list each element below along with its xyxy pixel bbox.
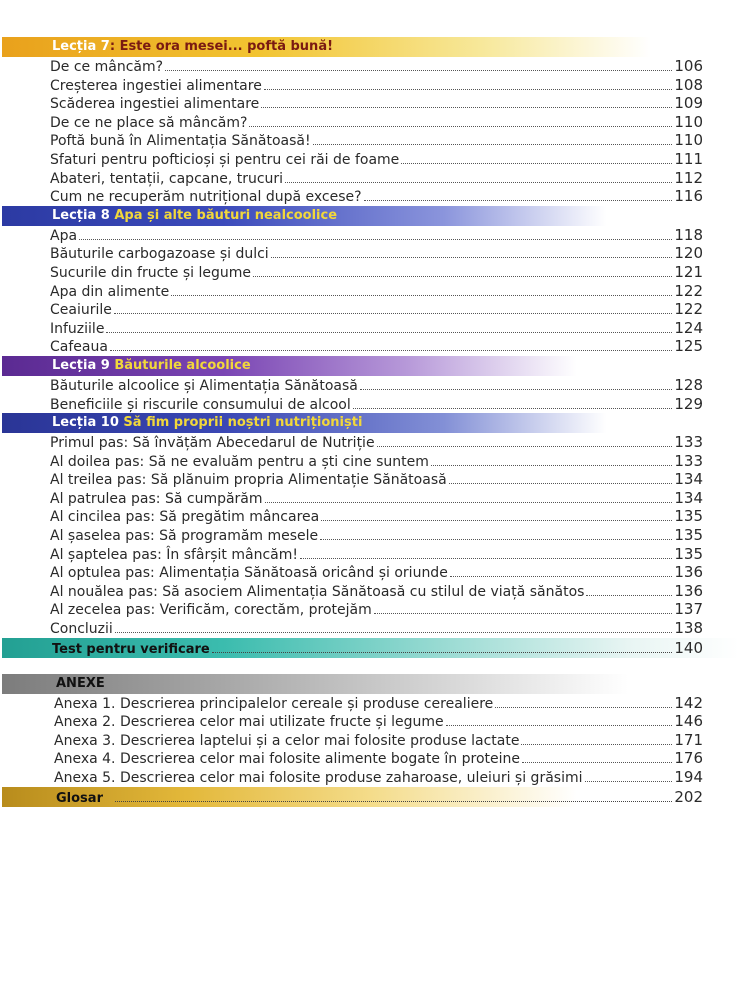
entry-title: Al nouălea pas: Să asociem Alimentația Sănătoasă cu stilul de viață sănătos [50, 583, 585, 600]
lesson-header [2, 413, 739, 433]
entry-title: Beneficiile și riscurile consumului de alcool [50, 396, 351, 413]
toc-entry[interactable] [0, 376, 739, 395]
toc-entry[interactable] [0, 226, 739, 245]
dot-leader [261, 95, 672, 108]
entry-title: Al șaptelea pas: În sfârșit mâncăm! [50, 546, 298, 563]
dot-leader [313, 132, 673, 145]
toc-entry[interactable] [0, 131, 739, 150]
entry-title: Al treilea pas: Să plănuim propria Alimentație Sănătoasă [50, 472, 447, 489]
entry-page-number: 194 [674, 768, 703, 786]
toc-entry[interactable] [0, 452, 739, 471]
entry-page-number: 109 [674, 94, 703, 113]
dot-leader [450, 564, 673, 577]
toc-entry[interactable] [0, 563, 739, 582]
dot-leader [431, 453, 672, 466]
test-header [2, 638, 739, 658]
entry-page-number: 135 [674, 526, 703, 545]
entry-title: De ce mâncăm? [50, 59, 164, 75]
entry-page-number: 108 [674, 75, 703, 94]
toc-entry[interactable] [0, 694, 739, 713]
toc-entry[interactable] [0, 600, 739, 619]
entry-page-number: 134 [674, 488, 703, 507]
toc-entry[interactable] [0, 187, 739, 206]
dot-leader [271, 245, 673, 258]
dot-leader [79, 227, 672, 240]
glossary-header [2, 787, 739, 807]
entry-page-number: 176 [674, 749, 703, 768]
entry-page-number: 129 [674, 394, 703, 413]
toc-entry[interactable] [0, 619, 739, 638]
table-of-contents [0, 37, 739, 807]
entry-page-number: 133 [674, 451, 703, 470]
dot-leader [212, 640, 673, 653]
dot-leader [374, 601, 673, 614]
entry-title: Sfaturi pentru pofticioși și pentru cei răi de foame [50, 151, 400, 168]
dot-leader [353, 396, 673, 409]
dot-leader [321, 508, 672, 521]
entry-title: Al șaselea pas: Să programăm mesele [50, 528, 319, 545]
glossary-page: 202 [674, 787, 703, 806]
toc-entry[interactable] [0, 489, 739, 508]
entry-page-number: 106 [674, 57, 703, 75]
toc-entry[interactable] [0, 300, 739, 319]
toc-entry[interactable] [0, 749, 739, 768]
dot-leader [446, 713, 673, 726]
entry-page-number: 111 [674, 149, 703, 168]
entry-page-number: 110 [674, 131, 703, 150]
entry-page-number: 136 [674, 581, 703, 600]
lesson-separator: : [109, 39, 116, 54]
dot-leader [586, 583, 672, 596]
toc-entry[interactable] [0, 768, 739, 787]
entry-title: Anexa 5. Descrierea celor mai folosite produse zaharoase, uleiuri și grăsimi [54, 770, 583, 786]
entry-title: Infuziile [50, 320, 105, 337]
toc-entry[interactable] [0, 282, 739, 301]
lesson-title: Să fim proprii noștri nutriționiști [123, 415, 363, 431]
dot-leader [249, 114, 672, 127]
dot-leader [115, 620, 673, 633]
entry-title: Al zecelea pas: Verificăm, corectăm, protejăm [50, 602, 372, 619]
entry-page-number: 120 [674, 244, 703, 263]
toc-entry[interactable] [0, 433, 739, 452]
entry-title: Cum ne recuperăm nutrițional după excese? [50, 189, 362, 206]
toc-entry[interactable] [0, 76, 739, 95]
entry-title: Scăderea ingestiei alimentare [50, 96, 260, 113]
dot-leader [115, 789, 672, 802]
entry-title: Apa [50, 227, 78, 244]
toc-entry[interactable] [0, 395, 739, 414]
entry-page-number: 118 [674, 225, 703, 244]
toc-entry[interactable] [0, 470, 739, 489]
toc-entry[interactable] [0, 113, 739, 132]
test-page: 140 [674, 638, 703, 657]
entry-title: Cafeaua [50, 339, 108, 356]
toc-entry[interactable] [0, 712, 739, 731]
dot-leader [264, 77, 673, 90]
entry-title: Creșterea ingestiei alimentare [50, 77, 262, 94]
toc-entry[interactable] [0, 731, 739, 750]
toc-entry[interactable] [0, 150, 739, 169]
dot-leader [320, 527, 672, 540]
lesson-label: Lecția 8 [52, 207, 110, 223]
dot-leader [585, 769, 673, 782]
lesson-title: Este ora mesei... poftă bună! [119, 39, 334, 54]
entry-page-number: 134 [674, 470, 703, 489]
entry-page-number: 135 [674, 507, 703, 526]
dot-leader [106, 320, 672, 333]
entry-page-number: 122 [674, 300, 703, 319]
entry-title: Apa din alimente [50, 283, 170, 300]
dot-leader [171, 283, 672, 296]
entry-title: De ce ne place să mâncăm? [50, 114, 248, 131]
lesson-title: Apa și alte băuturi nealcoolice [114, 207, 338, 223]
toc-entry[interactable] [0, 319, 739, 338]
entry-title: Al optulea pas: Alimentația Sănătoasă oricând și oriunde [50, 565, 448, 582]
entry-title: Anexa 3. Descrierea laptelui și a celor mai folosite produse lactate [54, 732, 520, 749]
dot-leader [401, 151, 672, 164]
toc-entry[interactable] [0, 582, 739, 601]
entry-page-number: 112 [674, 168, 703, 187]
lesson-label: Lecția 10 [52, 415, 119, 431]
entry-title: Anexa 1. Descrierea principalelor cereale și produse cerealiere [54, 695, 494, 712]
test-label: Test pentru verificare [52, 641, 210, 657]
lesson-header [2, 37, 739, 57]
toc-entry[interactable] [0, 263, 739, 282]
annex-header [2, 674, 739, 694]
glossary-label: Glosar [56, 790, 103, 806]
entry-title: Al doilea pas: Să ne evaluăm pentru a ști cine suntem [50, 453, 429, 470]
entry-page-number: 122 [674, 281, 703, 300]
entry-title: Băuturile carbogazoase și dulci [50, 246, 269, 263]
entry-page-number: 133 [674, 433, 703, 452]
lesson-label: Lecția 9 [52, 357, 110, 373]
toc-entry[interactable] [0, 169, 739, 188]
entry-title: Al patrulea pas: Să cumpărăm [50, 490, 263, 507]
dot-leader [265, 490, 673, 503]
dot-leader [300, 546, 672, 559]
dot-leader [522, 750, 672, 763]
entry-page-number: 135 [674, 544, 703, 563]
entry-title: Poftă bună în Alimentația Sănătoasă! [50, 133, 311, 150]
toc-entry[interactable] [0, 507, 739, 526]
entry-title: Anexa 2. Descrierea celor mai utilizate fructe și legume [54, 714, 444, 731]
toc-entry[interactable] [0, 545, 739, 564]
entry-page-number: 121 [674, 262, 703, 281]
dot-leader [449, 471, 673, 484]
toc-entry[interactable] [0, 526, 739, 545]
entry-title: Al cincilea pas: Să pregătim mâncarea [50, 509, 320, 526]
toc-entry[interactable] [0, 94, 739, 113]
entry-page-number: 128 [674, 375, 703, 394]
toc-entry[interactable] [0, 57, 739, 76]
entry-page-number: 124 [674, 318, 703, 337]
entry-title: Abateri, tentații, capcane, trucuri [50, 170, 284, 187]
entry-page-number: 125 [674, 337, 703, 356]
entry-page-number: 146 [674, 712, 703, 731]
dot-leader [521, 732, 672, 745]
entry-page-number: 136 [674, 563, 703, 582]
dot-leader [253, 264, 672, 277]
entry-title: Băuturile alcoolice și Alimentația Sănătoasă [50, 377, 358, 394]
dot-leader [285, 170, 672, 183]
dot-leader [377, 434, 673, 447]
entry-title: Concluzii [50, 621, 113, 638]
entry-title: Primul pas: Să învățăm Abecedarul de Nutriție [50, 435, 375, 452]
annex-label: ANEXE [56, 675, 105, 691]
dot-leader [495, 695, 672, 708]
lesson-header [2, 356, 739, 376]
entry-page-number: 171 [674, 730, 703, 749]
dot-leader [110, 338, 672, 351]
entry-title: Anexa 4. Descrierea celor mai folosite alimente bogate în proteine [54, 751, 520, 768]
toc-entry[interactable] [0, 244, 739, 263]
dot-leader [364, 188, 673, 201]
entry-page-number: 110 [674, 112, 703, 131]
lesson-header [2, 206, 739, 226]
lesson-title: Băuturile alcoolice [114, 357, 251, 373]
dot-leader [165, 58, 672, 71]
entry-title: Ceaiurile [50, 302, 112, 319]
entry-page-number: 116 [674, 187, 703, 206]
dot-leader [360, 377, 672, 390]
entry-page-number: 142 [674, 693, 703, 712]
lesson-label: Lecția 7 [52, 39, 110, 54]
entry-page-number: 138 [674, 619, 703, 638]
entry-page-number: 137 [674, 600, 703, 619]
toc-entry[interactable] [0, 337, 739, 356]
dot-leader [114, 301, 672, 314]
entry-title: Sucurile din fructe și legume [50, 264, 251, 281]
